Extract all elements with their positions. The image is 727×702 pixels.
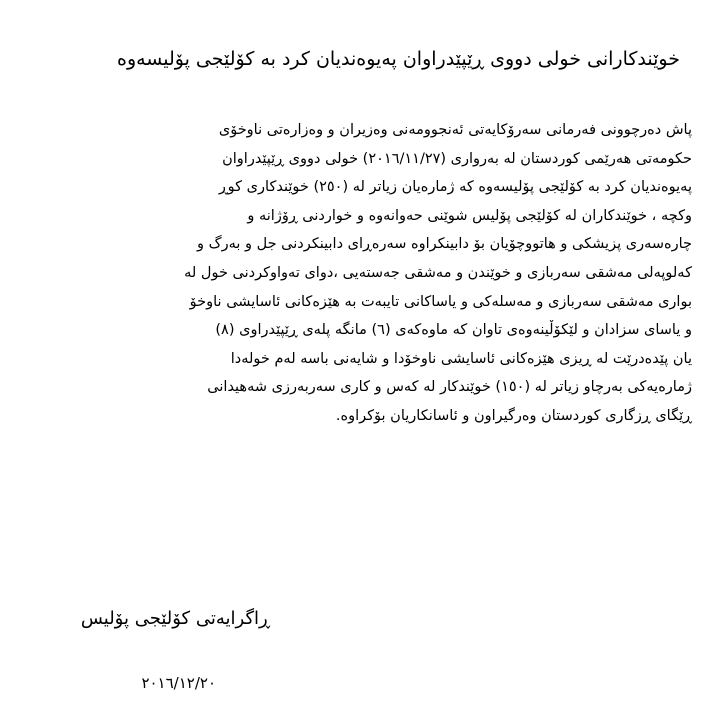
document-body (30, 116, 692, 431)
body-line: و یاسای سزادان و لێکۆڵینەوەی تاوان کە ماوەکەی (٦) مانگە پلەی ڕێپێدراوی (٨) (215, 322, 692, 339)
body-line: حکومەتی هەرێمی کوردستان لە بەرواری (٢٠١٦/١١/٢٧) خولی دووی ڕێپێدراوان (222, 150, 692, 167)
body-line: ڕێگای ڕزگاری کوردستان وەرگیراون و ئاسانکاریان بۆکراوە. (335, 407, 692, 424)
document-date: ٢٠١٦/١٢/٢٠ (141, 674, 216, 692)
body-line: بواری مەشقی سەربازی و مەسلەکی و یاساکانی تایبەت بە هێزەکانی ئاسایشی ناوخۆ (189, 293, 692, 310)
signature: ڕاگرایەتی کۆلێجی پۆلیس (80, 608, 270, 629)
body-line: چارەسەری پزیشکی و هاتووچۆیان بۆ دابینکراوە سەرەڕای دابینکردنی جل و بەرگ و (197, 236, 692, 253)
document-title: خوێندکارانی خولی دووی ڕێپێدراوان پەیوەندیان کرد بە کۆلێجی پۆلیسەوە (116, 48, 680, 70)
body-line: کەلوپەلی مەشقی سەربازی و خوێندن و مەشقی جەستەیی ،دوای تەواوکردنی خول لە (184, 264, 692, 281)
body-line: پاش دەرچوونی فەرمانی سەرۆکایەتی ئەنجوومەنی وەزیران و وەزارەتی ناوخۆی (218, 122, 692, 138)
body-line: ژمارەیەکی بەرچاو زیاتر لە (١٥٠) خوێندکار لە کەس و کاری سەربەرزی شەهیدانی (207, 379, 692, 396)
body-line: پەیوەندیان کرد بە کۆلێجی پۆلیسەوە کە ژمارەیان زیاتر لە (٢٥٠) خوێندکاری کوڕ (218, 179, 692, 196)
body-line: وکچە ، خوێندکاران لە کۆلێجی پۆلیس شوێنی حەوانەوە و خواردنی ڕۆژانە و (247, 207, 692, 224)
body-line: یان پێدەدرێت لە ڕیزی هێزەکانی ئاسایشی ناوخۆدا و شایەنی باسە لەم خولەدا (230, 350, 692, 367)
